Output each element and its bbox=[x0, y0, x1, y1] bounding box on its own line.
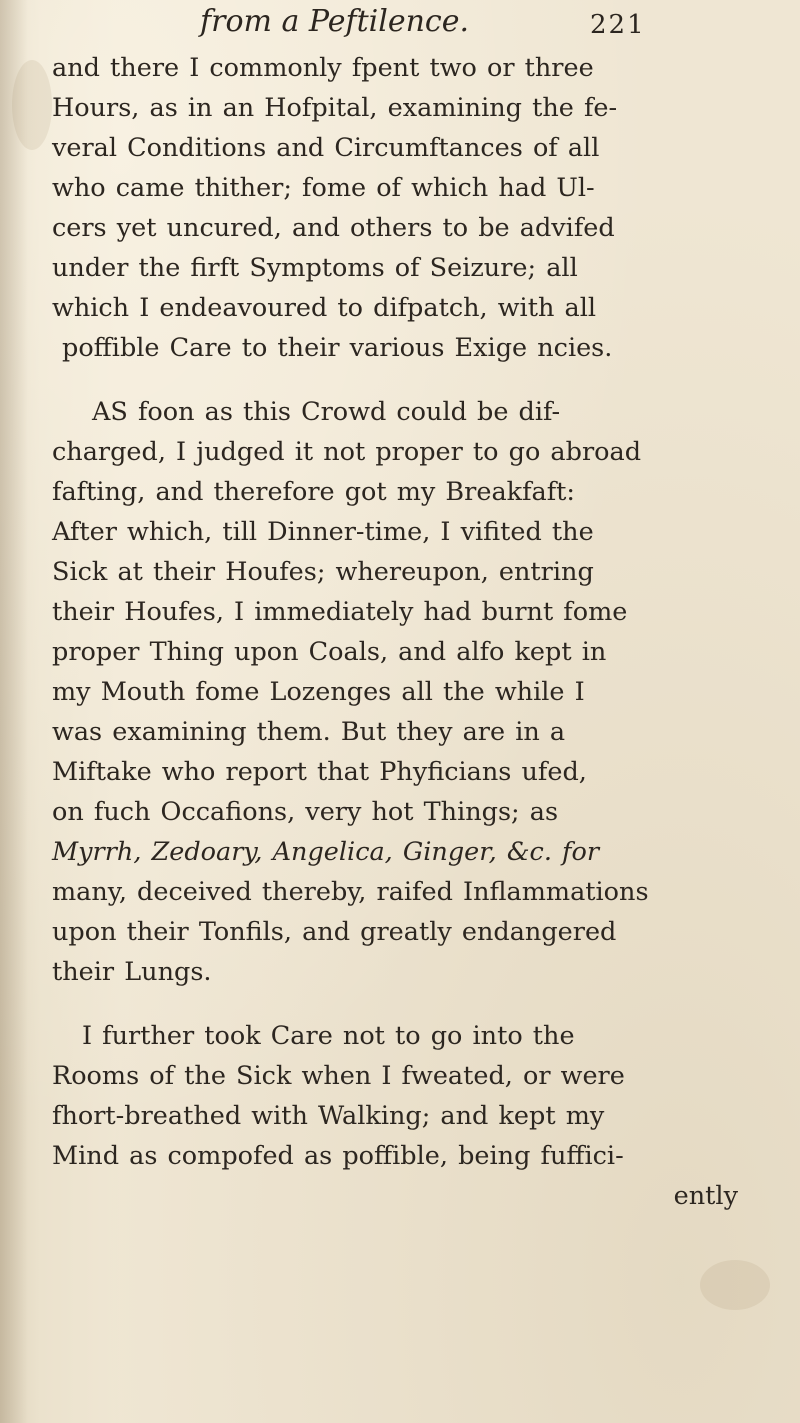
text-line: AS foon as this Crowd could be dif- bbox=[92, 397, 561, 427]
text-line: upon their Tonfils, and greatly endangered bbox=[52, 917, 617, 947]
paragraph bbox=[52, 392, 792, 992]
text-line: Sick at their Houfes; whereupon, entring bbox=[52, 557, 594, 587]
text-line: Mind as compofed as poffible, being fuffici- bbox=[52, 1141, 624, 1171]
paragraph-gap bbox=[52, 992, 792, 1016]
catchword: ently bbox=[673, 1181, 738, 1211]
paragraph bbox=[52, 1016, 792, 1216]
text-line: my Mouth fome Lozenges all the while I bbox=[52, 677, 585, 707]
text-line: poffible Care to their various Exige ncies. bbox=[62, 333, 613, 363]
text-line: Miftake who report that Phyficians ufed, bbox=[52, 757, 587, 787]
text-line: Myrrh, Zedoary, Angelica, Ginger, &c. for bbox=[52, 837, 600, 867]
running-head: from a Peftilence. bbox=[200, 4, 470, 39]
text-line: under the firft Symptoms of Seizure; all bbox=[52, 253, 578, 283]
text-line: their Houfes, I immediately had burnt fome bbox=[52, 597, 628, 627]
text-line: charged, I judged it not proper to go abroad bbox=[52, 437, 642, 467]
body-text bbox=[52, 48, 792, 1216]
paper-stain bbox=[12, 60, 52, 150]
page-header bbox=[200, 4, 650, 48]
text-line: and there I commonly fpent two or three bbox=[52, 53, 594, 83]
text-line: many, deceived thereby, raifed Inflammations bbox=[52, 877, 649, 907]
text-line: which I endeavoured to difpatch, with all bbox=[52, 293, 597, 323]
text-line: fhort-breathed with Walking; and kept my bbox=[52, 1101, 605, 1131]
text-line: was examining them. But they are in a bbox=[52, 717, 566, 747]
text-line: who came thither; fome of which had Ul- bbox=[52, 173, 595, 203]
page-gutter-shadow bbox=[0, 0, 28, 1423]
text-line: their Lungs. bbox=[52, 957, 212, 987]
text-line: fafting, and therefore got my Breakfaft: bbox=[52, 477, 576, 507]
text-line: Rooms of the Sick when I fweated, or were bbox=[52, 1061, 625, 1091]
paper-stain bbox=[700, 1260, 770, 1310]
paragraph bbox=[52, 48, 792, 368]
text-line: Hours, as in an Hofpital, examining the fe- bbox=[52, 93, 618, 123]
text-line: proper Thing upon Coals, and alfo kept in bbox=[52, 637, 607, 667]
text-line: I further took Care not to go into the bbox=[82, 1021, 575, 1051]
paragraph-gap bbox=[52, 368, 792, 392]
text-line: veral Conditions and Circumftances of all bbox=[52, 133, 600, 163]
page-number: 221 bbox=[590, 10, 646, 40]
text-line: After which, till Dinner-time, I vifited the bbox=[52, 517, 594, 547]
text-line: cers yet uncured, and others to be advifed bbox=[52, 213, 615, 243]
text-line: on fuch Occafions, very hot Things; as bbox=[52, 797, 559, 827]
